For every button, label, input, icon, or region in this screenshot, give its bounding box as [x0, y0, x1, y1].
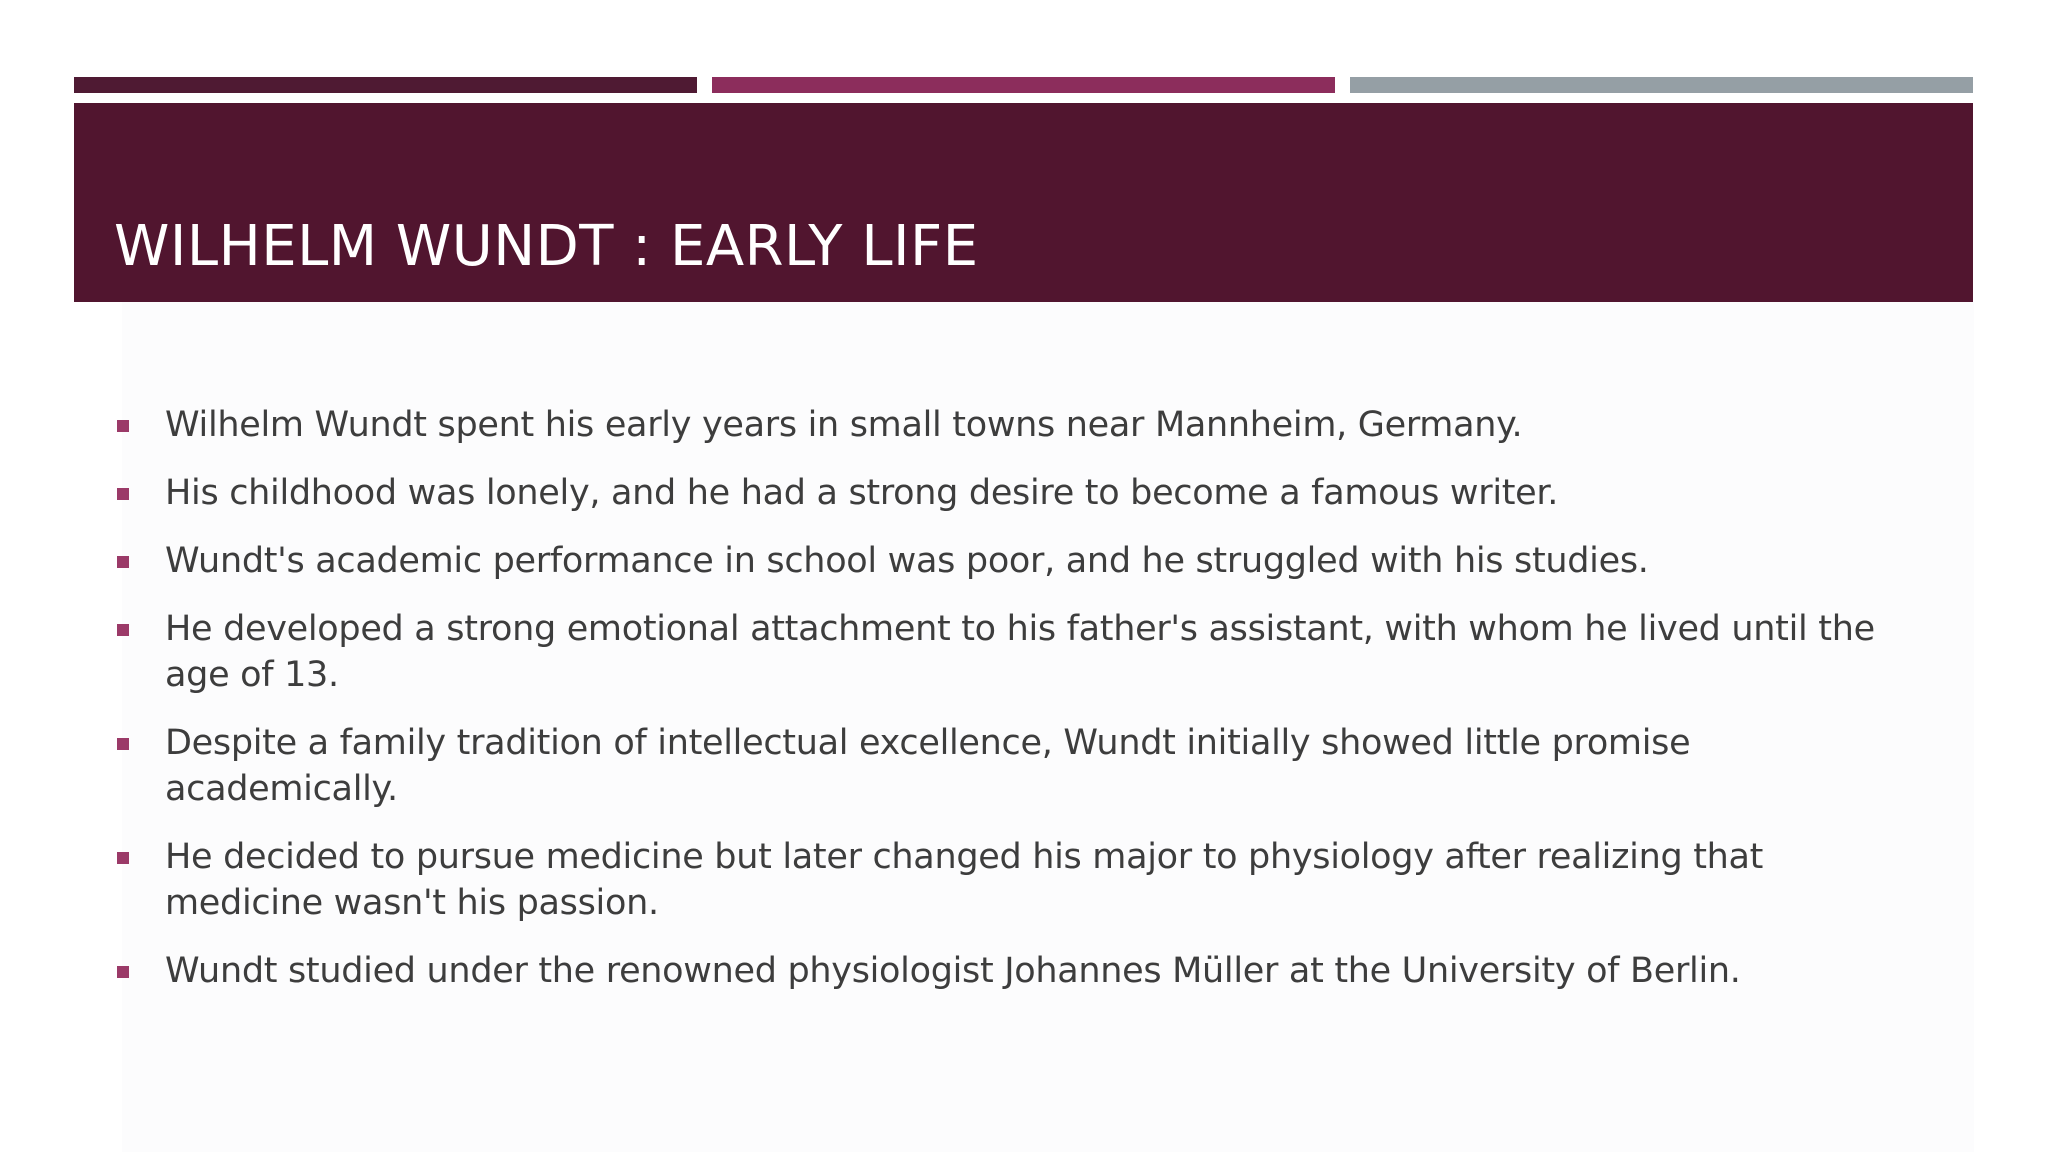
bullet-text: He developed a strong emotional attachment to his father's assistant, with whom he lived until the age of 13.	[165, 609, 1875, 695]
bullet-item	[114, 470, 1914, 516]
bullet-text: His childhood was lonely, and he had a strong desire to become a famous writer.	[165, 473, 1559, 513]
square-bullet-icon	[117, 852, 129, 864]
bullet-text: Wundt's academic performance in school was poor, and he struggled with his studies.	[165, 541, 1649, 581]
accent-bar-gray	[1350, 77, 1973, 93]
bullet-text: Despite a family tradition of intellectual excellence, Wundt initially showed little promise academically.	[165, 723, 1691, 809]
bullet-item	[114, 606, 1914, 698]
square-bullet-icon	[117, 738, 129, 750]
slide-title: WILHELM WUNDT : EARLY LIFE	[114, 214, 979, 279]
bullet-item	[114, 834, 1914, 926]
bullet-item	[114, 402, 1914, 448]
square-bullet-icon	[117, 624, 129, 636]
bullet-text: He decided to pursue medicine but later changed his major to physiology after realizing that medicine wasn't his passion.	[165, 837, 1764, 923]
bullet-text: Wilhelm Wundt spent his early years in small towns near Mannheim, Germany.	[165, 405, 1523, 445]
bullet-item	[114, 538, 1914, 584]
square-bullet-icon	[117, 488, 129, 500]
bullet-item	[114, 948, 1914, 994]
square-bullet-icon	[117, 966, 129, 978]
square-bullet-icon	[117, 420, 129, 432]
accent-bar-magenta	[712, 77, 1335, 93]
bullet-item	[114, 720, 1914, 812]
bullet-text: Wundt studied under the renowned physiologist Johannes Müller at the University of Berlin.	[165, 951, 1741, 991]
bullet-list	[114, 402, 1914, 1016]
square-bullet-icon	[117, 556, 129, 568]
accent-bar-dark	[74, 77, 697, 93]
